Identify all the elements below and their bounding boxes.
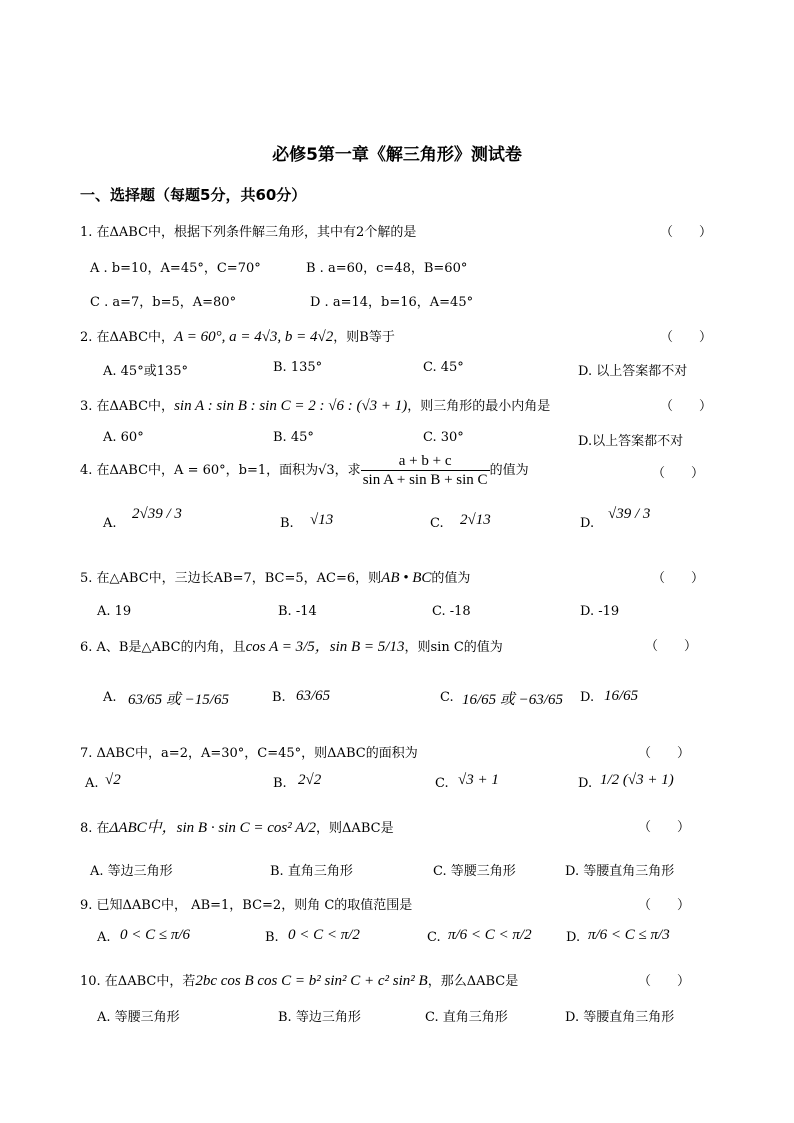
question-8-option-b: B. 直角三角形 <box>270 864 353 879</box>
question-2-option-c: C. 45° <box>423 360 464 375</box>
answer-blank-3[interactable]: （ ） <box>660 399 713 414</box>
question-6-stem-post: ，则sin C的值为 <box>404 640 503 655</box>
question-5-stem-post: 的值为 <box>431 571 471 586</box>
question-6-option-b: B. <box>272 690 286 705</box>
question-1-stem: 1. 在ΔABC中，根据下列条件解三角形，其中有2个解的是 <box>80 225 417 240</box>
question-4-option-a-math: 2√39 / 3 <box>132 506 182 522</box>
question-1-option-b: B . a=60，c=48，B=60° <box>306 261 468 276</box>
question-8-option-d: D. 等腰直角三角形 <box>565 864 675 879</box>
question-4-stem-post: 的值为 <box>489 463 529 478</box>
question-6-option-c-math: 16/65 或 −63/65 <box>462 692 563 708</box>
question-4-stem-pre: 4. 在ΔABC中，A = 60°，b=1，面积为√3，求 <box>80 463 361 478</box>
question-2-stem-pre: 2. 在ΔABC中， <box>80 330 175 345</box>
answer-blank-5[interactable]: （ ） <box>652 571 705 586</box>
question-10-option-d: D. 等腰直角三角形 <box>565 1010 675 1025</box>
question-1-option-d: D . a=14，b=16，A=45° <box>310 295 474 310</box>
question-9-option-c: C. <box>427 930 441 945</box>
question-7-option-d-math: 1/2 (√3 + 1) <box>600 772 674 788</box>
fraction-denominator: sin A + sin B + sin C <box>362 472 488 488</box>
question-3-option-b: B. 45° <box>273 430 314 445</box>
question-5-stem-pre: 5. 在△ABC中，三边长AB=7，BC=5，AC=6，则 <box>80 571 382 586</box>
question-10-option-b: B. 等边三角形 <box>278 1010 361 1025</box>
question-6-option-a: A. <box>103 690 117 705</box>
question-4-option-b-math: √13 <box>310 512 334 528</box>
question-2-option-d: D. 以上答案都不对 <box>578 364 688 379</box>
question-5-stem <box>80 567 470 587</box>
question-4-option-d: D. <box>580 516 595 531</box>
answer-blank-7[interactable]: （ ） <box>638 746 691 761</box>
question-6-option-b-math: 63/65 <box>296 688 331 704</box>
answer-blank-1[interactable]: （ ） <box>660 225 713 240</box>
question-9-option-d-math: π/6 < C ≤ π/3 <box>588 927 670 943</box>
question-7-option-a: A. <box>85 776 99 791</box>
question-6-option-d: D. <box>580 690 595 705</box>
question-2-option-b: B. 135° <box>273 360 323 375</box>
question-8-option-a: A. 等边三角形 <box>90 864 173 879</box>
question-2-stem-post: ，则B等于 <box>333 330 395 345</box>
question-10-stem-post: ，那么ΔABC是 <box>427 974 519 989</box>
question-1-option-c: C . a=7，b=5，A=80° <box>90 295 237 310</box>
question-8-stem <box>80 816 394 837</box>
question-9-stem: 9. 已知ΔABC中， AB=1，BC=2，则角 C的取值范围是 <box>80 898 413 913</box>
question-9-option-b: B. <box>265 930 279 945</box>
question-7-option-a-math: √2 <box>105 772 121 788</box>
question-8-option-c: C. 等腰三角形 <box>433 864 516 879</box>
question-6-math: cos A = 3/5，sin B = 5/13 <box>245 639 405 655</box>
page-title: 必修5第一章《解三角形》测试卷 <box>272 145 522 165</box>
question-10-stem-pre: 10. 在ΔABC中，若 <box>80 974 196 989</box>
question-3-math: sin A : sin B : sin C = 2 : √6 : (√3 + 1) <box>174 398 408 414</box>
question-8-stem-post: ，则ΔABC是 <box>316 821 394 836</box>
question-9-option-c-math: π/6 < C < π/2 <box>448 927 532 943</box>
question-3-option-a: A. 60° <box>103 430 144 445</box>
question-2-option-a: A. 45°或135° <box>103 364 189 379</box>
question-10-math: 2bc cos B cos C = b² sin² C + c² sin² B <box>195 973 428 989</box>
question-4-option-c: C. <box>430 516 444 531</box>
question-10-option-a: A. 等腰三角形 <box>97 1010 180 1025</box>
question-4-option-a: A. <box>103 516 117 531</box>
section-heading: 一、选择题（每题5分，共60分） <box>80 186 307 204</box>
question-6-option-d-math: 16/65 <box>604 688 639 704</box>
question-2-stem <box>80 326 395 346</box>
question-4-option-b: B. <box>280 516 294 531</box>
question-6-option-a-math: 63/65 或 −15/65 <box>128 692 229 708</box>
question-8-math: ΔABC中，sin B · sin C = cos² A/2 <box>109 820 317 836</box>
question-5-option-b: B. -14 <box>278 604 317 619</box>
question-7-option-c-math: √3 + 1 <box>458 772 499 788</box>
question-3-stem-pre: 3. 在ΔABC中， <box>80 399 175 414</box>
fraction-numerator: a + b + c <box>361 452 490 471</box>
question-7-option-b: B. <box>273 776 287 791</box>
question-9-option-b-math: 0 < C < π/2 <box>288 927 360 943</box>
question-3-stem-post: ，则三角形的最小内角是 <box>407 399 551 414</box>
question-3-stem <box>80 395 550 415</box>
question-4-option-c-math: 2√13 <box>460 512 491 528</box>
answer-blank-4[interactable]: （ ） <box>652 466 705 481</box>
question-9-option-a-math: 0 < C ≤ π/6 <box>120 927 191 943</box>
question-1-option-a: A . b=10，A=45°，C=70° <box>90 261 261 276</box>
answer-blank-8[interactable]: （ ） <box>638 820 691 835</box>
question-5-option-c: C. -18 <box>432 604 471 619</box>
question-3-option-d: D.以上答案都不对 <box>578 434 684 449</box>
question-6-option-c: C. <box>440 690 454 705</box>
question-5-option-a: A. 19 <box>97 604 132 619</box>
question-4-stem <box>80 452 529 489</box>
question-6-stem <box>80 635 503 656</box>
answer-blank-6[interactable]: （ ） <box>645 639 698 654</box>
question-6-stem-pre: 6. A、B是△ABC的内角，且 <box>80 640 246 655</box>
question-9-option-a: A. <box>97 930 111 945</box>
question-7-option-b-math: 2√2 <box>298 772 322 788</box>
question-10-option-c: C. 直角三角形 <box>425 1010 508 1025</box>
question-4-fraction <box>361 452 490 489</box>
question-9-option-d: D. <box>566 930 581 945</box>
question-10-stem <box>80 970 518 990</box>
answer-blank-2[interactable]: （ ） <box>660 330 713 345</box>
question-7-stem: 7. ΔABC中，a=2，A=30°，C=45°，则ΔABC的面积为 <box>80 746 418 761</box>
question-5-vector-math: AB • BC <box>381 570 432 586</box>
answer-blank-10[interactable]: （ ） <box>638 974 691 989</box>
question-2-math: A = 60°, a = 4√3, b = 4√2 <box>174 329 334 345</box>
question-5-option-d: D. -19 <box>580 604 620 619</box>
answer-blank-9[interactable]: （ ） <box>638 898 691 913</box>
question-7-option-d: D. <box>578 776 593 791</box>
question-4-option-d-math: √39 / 3 <box>608 506 651 522</box>
question-8-stem-pre: 8. 在 <box>80 821 110 836</box>
question-3-option-c: C. 30° <box>423 430 464 445</box>
question-7-option-c: C. <box>435 776 449 791</box>
